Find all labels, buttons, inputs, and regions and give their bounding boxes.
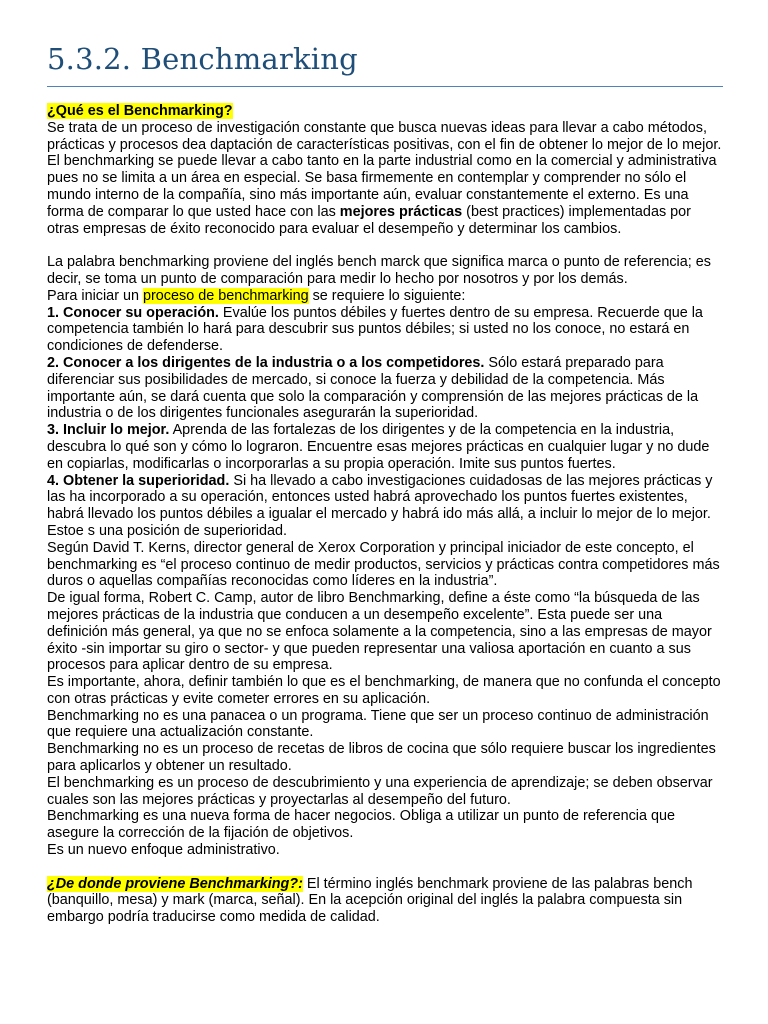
start-text-end: se requiere lo siguiente: bbox=[308, 287, 466, 304]
paragraph-gap bbox=[47, 237, 723, 254]
step-label: 2. Conocer a los dirigentes de la industria o a los competidores. bbox=[47, 354, 485, 371]
highlighted-heading: ¿Qué es el Benchmarking? bbox=[47, 103, 233, 119]
step-item bbox=[47, 473, 723, 540]
intro-paragraph bbox=[47, 120, 723, 238]
question-2-paragraph bbox=[47, 876, 723, 926]
body-paragraph: Benchmarking no es una panacea o un programa. Tiene que ser un proceso continuo de administración que requiere una actualización constante. bbox=[47, 707, 709, 741]
step-item bbox=[47, 355, 723, 422]
question-heading-1 bbox=[47, 103, 723, 120]
body-paragraph: El benchmarking es un proceso de descubrimiento y una experiencia de aprendizaje; se deben observar cuales son las mejores prácticas y proyectarlas al desempeño del futuro. bbox=[47, 774, 713, 808]
question-2-text: El término inglés benchmark proviene de las palabras bench (banquillo, mesa) y mark (marca, señal). En la acepción original del inglés la palabra compuesta sin embargo podría traducirse como medida de calidad. bbox=[47, 875, 693, 926]
body-paragraph: Según David T. Kerns, director general de Xerox Corporation y principal iniciador de este concepto, el benchmarking es “el proceso continuo de medir productos, servicios y prácticas contra competidores más duros o aquellas compañías reconocidas como líderes en la industria”. bbox=[47, 539, 720, 590]
highlighted-phrase: proceso de benchmarking bbox=[143, 287, 309, 304]
paragraph-gap bbox=[47, 859, 723, 876]
origin-paragraph: La palabra benchmarking proviene del inglés bench marck que significa marca o punto de referencia; es decir, se toma un punto de comparación para medir lo hecho por nosotros y por los demás. bbox=[47, 254, 711, 287]
body-paragraph: Es un nuevo enfoque administrativo. bbox=[47, 842, 280, 859]
step-label: 4. Obtener la superioridad. bbox=[47, 472, 230, 489]
step-text: Si ha llevado a cabo investigaciones cuidadosas de las mejores prácticas y las ha incorporado a su operación, entonces usted habrá aprovechado los puntos fuertes existentes, habrá llevado los puntos débiles a igualar el mercado y habrá ido más allá, a incluir lo mejor de lo mejor. Estoe s una posición de superioridad. bbox=[47, 472, 713, 539]
step-label: 1. Conocer su operación. bbox=[47, 304, 219, 321]
step-text: Aprenda de las fortalezas de los dirigentes y de la competencia en la industria, descubra lo qué son y cómo lo lograron. Encuentre esas mejores prácticas en cualquier lugar y no dude en copiarlas, modificarlas o incorporarlas a su propia operación. Imite sus puntos fuertes. bbox=[47, 422, 710, 472]
step-item bbox=[47, 422, 723, 472]
document-body bbox=[47, 103, 723, 926]
page-title: 5.3.2. Benchmarking bbox=[47, 42, 358, 76]
body-paragraph: Es importante, ahora, definir también lo que es el benchmarking, de manera que no confunda el concepto con otras prácticas y evite cometer errores en su aplicación. bbox=[47, 674, 721, 707]
step-label: 3. Incluir lo mejor. bbox=[47, 422, 170, 439]
title-rule bbox=[47, 86, 723, 87]
intro-text: Se trata de un proceso de investigación constante que busca nuevas ideas para llevar a cabo métodos, prácticas y procesos dea daptación de características positivas, con el fin de obtener lo mejor de lo mejor. El benchmarking se puede llevar a cabo tanto en la parte industrial como en la comercial y administrativa pues no se limita a un área en especial. Se basa firmemente en contemplar y comprender no sólo el mundo interno de la compañía, sino más importante aún, evaluar constantemente el externo. Es una forma de comparar lo que usted hace con las bbox=[47, 119, 722, 220]
highlighted-heading-2: ¿De donde proviene Benchmarking?: bbox=[47, 875, 303, 892]
start-process-paragraph bbox=[47, 288, 723, 305]
intro-text-end: (best practices) implementadas por otras empresas de éxito reconocido para evaluar el desempeño y determinar los cambios. bbox=[47, 203, 691, 237]
step-text: Evalúe los puntos débiles y fuertes dentro de su empresa. Recuerde que la competencia también lo hará para descubrir sus puntos débiles; si usted no los conoce, no estará en condiciones de defenderse. bbox=[47, 304, 703, 355]
start-text: Para iniciar un bbox=[47, 287, 143, 304]
body-paragraph: Benchmarking es una nueva forma de hacer negocios. Obliga a utilizar un punto de referencia que asegure la corrección de la fijación de objetivos. bbox=[47, 808, 675, 842]
step-item bbox=[47, 305, 723, 355]
bold-term: mejores prácticas bbox=[339, 203, 463, 220]
step-text: Sólo estará preparado para diferenciar sus posibilidades de mercado, si conoce la fuerza y debilidad de la competencia. Más importante aún, se dará cuenta que solo la comparación y comprensión de las mejores prácticas de la industria o de los dirigentes funcionales asegurarán la superioridad. bbox=[47, 354, 699, 422]
body-paragraph: Benchmarking no es un proceso de recetas de libros de cocina que sólo requiere buscar los ingredientes para aplicarlos y obtener un resultado. bbox=[47, 741, 716, 775]
body-paragraph: De igual forma, Robert C. Camp, autor de libro Benchmarking, define a éste como “la búsqueda de las mejores prácticas de la industria que conducen a un desempeño excelente”. Esta puede ser una definición más general, ya que no se enfoca solamente a la competencia, sino a las empresas de mayor éxito -sin importar su giro o sector- y que pueden representar una valiosa aportación en cuanto a sus procesos para aplicar dentro de su empresa. bbox=[47, 590, 712, 674]
